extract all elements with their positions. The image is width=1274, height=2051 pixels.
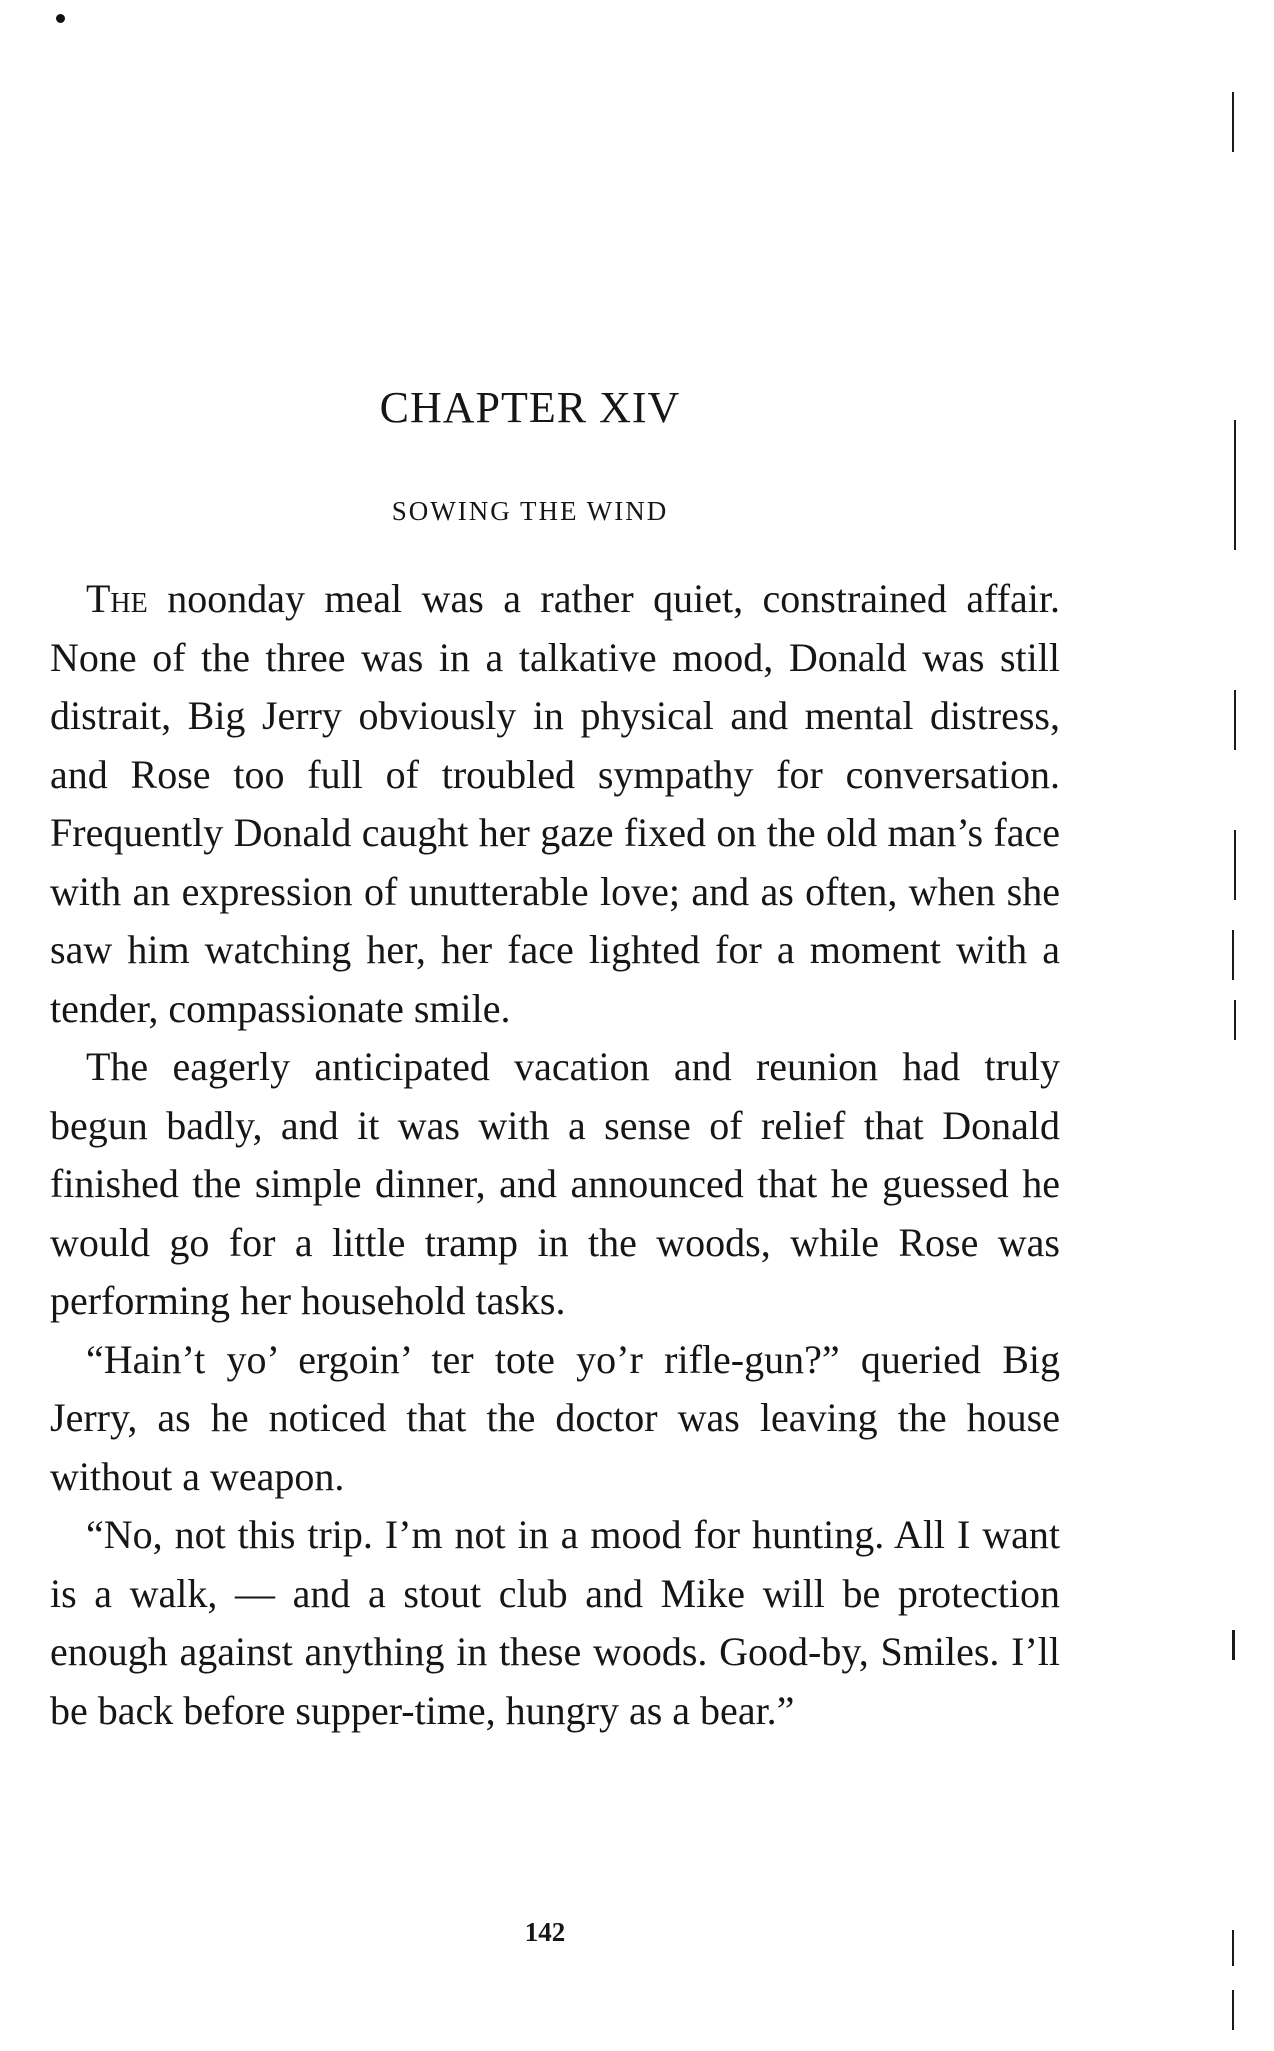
scan-margin-line: [1232, 1930, 1234, 1966]
scan-margin-line: [1234, 1000, 1236, 1040]
paragraph: “No, not this trip. I’m not in a mood for hunting. All I want is a walk, — and a stout club and Mike will be protection enough against anything in these woods. Good-by, Smiles. I’ll be back before supper-time, hungry as a bear.”: [50, 1512, 1060, 1733]
scan-margin-line: [1232, 930, 1234, 980]
chapter-subtitle: SOWING THE WIND: [391, 496, 669, 526]
paragraph-lead-word: The: [86, 576, 148, 621]
ink-speck: [56, 14, 65, 23]
paragraph-text: noonday meal was a rather quiet, constrained affair. None of the three was in a talkative mood, Donald was still distrait, Big Jerry obviously in physical and mental distress, and Rose too full of troubled sympathy for conversation. Frequently Donald caught her gaze fixed on the old man’s face with an expression of unutterable love; and as often, when she saw him watching her, her face lighted for a moment with a tender, compassionate smile.: [50, 576, 1060, 1031]
scan-margin-line: [1234, 420, 1236, 550]
paragraph: “Hain’t yo’ ergoin’ ter tote yo’r rifle-gun?” queried Big Jerry, as he noticed that the doctor was leaving the house without a weapon.: [50, 1336, 1060, 1499]
scan-margin-line: [1232, 1990, 1234, 2030]
paragraph: [50, 570, 1060, 1038]
scan-margin-line: [1234, 830, 1236, 900]
scan-margin-line: [1232, 1630, 1235, 1660]
scan-margin-line: [1234, 690, 1236, 750]
chapter-title: CHAPTER XIV: [379, 383, 681, 432]
paragraph: The eagerly anticipated vacation and reunion had truly begun badly, and it was with a sense of relief that Donald finished the simple dinner, and announced that he guessed he would go for a little tramp in the woods, while Rose was performing her household tasks.: [50, 1044, 1060, 1323]
page-number: 142: [524, 1917, 566, 1947]
scan-margin-line: [1232, 92, 1234, 152]
body-text: [50, 570, 1060, 1740]
